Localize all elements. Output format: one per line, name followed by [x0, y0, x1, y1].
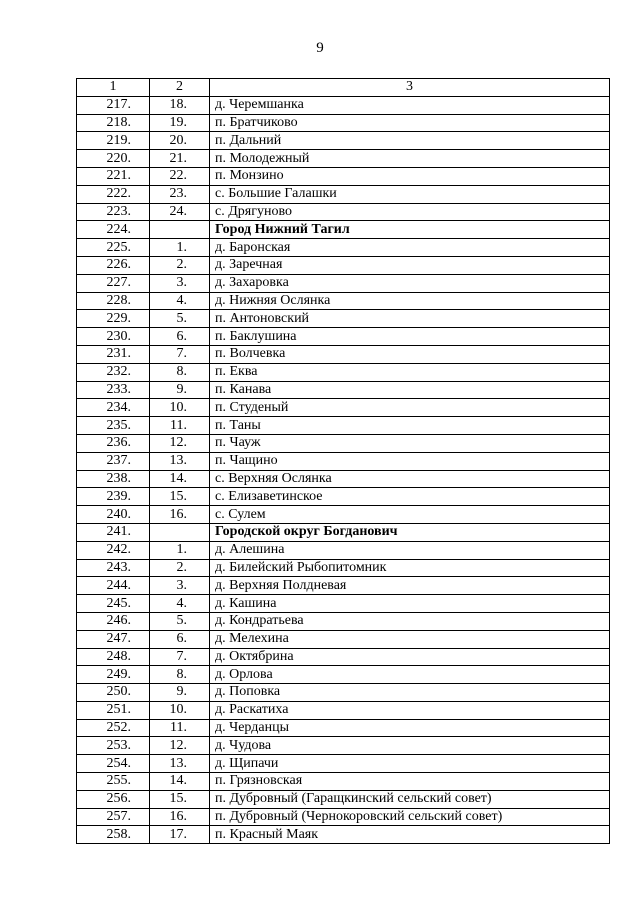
row-number: 249.: [77, 666, 150, 684]
row-number: 230.: [77, 328, 150, 346]
table-row: [77, 630, 610, 648]
row-number: 246.: [77, 612, 150, 630]
table-row: [77, 666, 610, 684]
table-row: [77, 434, 610, 452]
settlement-name: п. Волчевка: [210, 345, 610, 363]
settlement-name: с. Верхняя Ослянка: [210, 470, 610, 488]
row-number: 234.: [77, 399, 150, 417]
row-subnumber: 8.: [150, 363, 210, 381]
table-row: [77, 559, 610, 577]
row-number: 247.: [77, 630, 150, 648]
settlement-name: п. Дубровный (Чернокоровский сельский совет): [210, 808, 610, 826]
table-row: [77, 452, 610, 470]
row-subnumber: 5.: [150, 310, 210, 328]
row-subnumber: 1.: [150, 541, 210, 559]
settlement-name: п. Канава: [210, 381, 610, 399]
row-subnumber: 7.: [150, 648, 210, 666]
settlement-name: с. Большие Галашки: [210, 185, 610, 203]
table-row: [77, 773, 610, 791]
row-number: 218.: [77, 114, 150, 132]
row-number: 258.: [77, 826, 150, 844]
settlement-name: д. Верхняя Полдневая: [210, 577, 610, 595]
table-row: [77, 399, 610, 417]
table-row: [77, 790, 610, 808]
table-row: [77, 488, 610, 506]
row-number: 243.: [77, 559, 150, 577]
table-row: [77, 256, 610, 274]
settlement-name: с. Дрягуново: [210, 203, 610, 221]
table-row: [77, 684, 610, 702]
table-row: [77, 595, 610, 613]
table-row: [77, 132, 610, 150]
settlement-name: п. Таны: [210, 417, 610, 435]
settlement-name: п. Чауж: [210, 434, 610, 452]
header-col-2: 2: [150, 79, 210, 97]
row-subnumber: 13.: [150, 452, 210, 470]
row-subnumber: 9.: [150, 684, 210, 702]
row-subnumber: 8.: [150, 666, 210, 684]
table-row: [77, 737, 610, 755]
table-row: [77, 96, 610, 114]
table-row: [77, 274, 610, 292]
row-number: 240.: [77, 506, 150, 524]
row-number: 233.: [77, 381, 150, 399]
table-row: [77, 363, 610, 381]
settlement-name: д. Баронская: [210, 239, 610, 257]
table-row: [77, 185, 610, 203]
row-subnumber: 5.: [150, 612, 210, 630]
settlement-name: п. Студеный: [210, 399, 610, 417]
settlement-name: с. Сулем: [210, 506, 610, 524]
row-number: 235.: [77, 417, 150, 435]
row-subnumber: 20.: [150, 132, 210, 150]
row-number: 252.: [77, 719, 150, 737]
settlement-name: п. Баклушина: [210, 328, 610, 346]
row-number: 227.: [77, 274, 150, 292]
row-subnumber: 13.: [150, 755, 210, 773]
row-subnumber: 10.: [150, 399, 210, 417]
settlement-name: д. Щипачи: [210, 755, 610, 773]
row-number: 220.: [77, 150, 150, 168]
table-row: [77, 221, 610, 239]
row-subnumber: 4.: [150, 595, 210, 613]
row-number: 237.: [77, 452, 150, 470]
settlement-name: Городской округ Богданович: [210, 523, 610, 541]
table-row: [77, 648, 610, 666]
settlement-name: п. Еква: [210, 363, 610, 381]
settlement-name: д. Октябрина: [210, 648, 610, 666]
settlement-name: п. Молодежный: [210, 150, 610, 168]
header-col-1: 1: [77, 79, 150, 97]
settlement-name: д. Кашина: [210, 595, 610, 613]
table-row: [77, 239, 610, 257]
row-number: 232.: [77, 363, 150, 381]
row-number: 248.: [77, 648, 150, 666]
row-number: 236.: [77, 434, 150, 452]
row-number: 254.: [77, 755, 150, 773]
row-number: 225.: [77, 239, 150, 257]
settlement-name: Город Нижний Тагил: [210, 221, 610, 239]
table-row: [77, 506, 610, 524]
row-number: 222.: [77, 185, 150, 203]
settlement-name: д. Билейский Рыбопитомник: [210, 559, 610, 577]
settlement-name: п. Грязновская: [210, 773, 610, 791]
row-subnumber: 18.: [150, 96, 210, 114]
table-row: [77, 541, 610, 559]
row-number: 245.: [77, 595, 150, 613]
table-row: [77, 577, 610, 595]
table-row: [77, 310, 610, 328]
settlement-name: д. Чудова: [210, 737, 610, 755]
table-row: [77, 417, 610, 435]
row-subnumber: 14.: [150, 470, 210, 488]
row-number: 239.: [77, 488, 150, 506]
row-subnumber: 10.: [150, 701, 210, 719]
settlement-name: д. Мелехина: [210, 630, 610, 648]
row-subnumber: 15.: [150, 488, 210, 506]
row-number: 228.: [77, 292, 150, 310]
row-subnumber: 9.: [150, 381, 210, 399]
row-number: 238.: [77, 470, 150, 488]
row-subnumber: 3.: [150, 577, 210, 595]
row-subnumber: 4.: [150, 292, 210, 310]
settlement-name: п. Дальний: [210, 132, 610, 150]
table-row: [77, 328, 610, 346]
row-subnumber: 12.: [150, 737, 210, 755]
row-number: 251.: [77, 701, 150, 719]
table-body: [77, 79, 610, 844]
table-row: [77, 470, 610, 488]
row-subnumber: 16.: [150, 506, 210, 524]
row-number: 242.: [77, 541, 150, 559]
settlement-name: д. Алешина: [210, 541, 610, 559]
settlement-name: д. Заречная: [210, 256, 610, 274]
row-number: 221.: [77, 167, 150, 185]
row-number: 244.: [77, 577, 150, 595]
settlement-name: п. Чащино: [210, 452, 610, 470]
table-row: [77, 719, 610, 737]
row-number: 224.: [77, 221, 150, 239]
table-row: [77, 345, 610, 363]
settlement-name: д. Орлова: [210, 666, 610, 684]
settlement-name: д. Нижняя Ослянка: [210, 292, 610, 310]
row-subnumber: 19.: [150, 114, 210, 132]
row-subnumber: 24.: [150, 203, 210, 221]
row-number: 255.: [77, 773, 150, 791]
table-row: [77, 150, 610, 168]
table-row: [77, 701, 610, 719]
row-number: 250.: [77, 684, 150, 702]
row-subnumber: 17.: [150, 826, 210, 844]
row-subnumber: 14.: [150, 773, 210, 791]
row-number: 226.: [77, 256, 150, 274]
row-subnumber: 2.: [150, 559, 210, 577]
row-number: 257.: [77, 808, 150, 826]
settlement-name: д. Поповка: [210, 684, 610, 702]
row-subnumber: [150, 221, 210, 239]
table-row: [77, 203, 610, 221]
row-subnumber: 6.: [150, 630, 210, 648]
settlement-name: п. Монзино: [210, 167, 610, 185]
row-subnumber: [150, 523, 210, 541]
row-subnumber: 3.: [150, 274, 210, 292]
settlement-name: с. Елизаветинское: [210, 488, 610, 506]
header-col-3: 3: [210, 79, 610, 97]
row-number: 223.: [77, 203, 150, 221]
table-row: [77, 292, 610, 310]
table-header-row: [77, 79, 610, 97]
settlement-name: п. Братчиково: [210, 114, 610, 132]
settlement-name: д. Черданцы: [210, 719, 610, 737]
table-row: [77, 612, 610, 630]
row-subnumber: 11.: [150, 719, 210, 737]
settlement-name: д. Черемшанка: [210, 96, 610, 114]
row-subnumber: 11.: [150, 417, 210, 435]
row-subnumber: 6.: [150, 328, 210, 346]
table-row: [77, 826, 610, 844]
row-number: 253.: [77, 737, 150, 755]
row-number: 241.: [77, 523, 150, 541]
table-row: [77, 523, 610, 541]
row-subnumber: 22.: [150, 167, 210, 185]
page-number: 9: [316, 40, 324, 56]
settlement-name: д. Захаровка: [210, 274, 610, 292]
row-number: 231.: [77, 345, 150, 363]
row-subnumber: 16.: [150, 808, 210, 826]
table-row: [77, 381, 610, 399]
settlements-table: [76, 78, 610, 844]
settlement-name: п. Красный Маяк: [210, 826, 610, 844]
row-number: 217.: [77, 96, 150, 114]
row-subnumber: 7.: [150, 345, 210, 363]
row-subnumber: 12.: [150, 434, 210, 452]
row-subnumber: 21.: [150, 150, 210, 168]
table-row: [77, 755, 610, 773]
row-number: 256.: [77, 790, 150, 808]
row-subnumber: 1.: [150, 239, 210, 257]
settlement-name: п. Антоновский: [210, 310, 610, 328]
settlement-name: д. Кондратьева: [210, 612, 610, 630]
table-row: [77, 114, 610, 132]
row-number: 219.: [77, 132, 150, 150]
table-row: [77, 167, 610, 185]
row-subnumber: 15.: [150, 790, 210, 808]
settlement-name: п. Дубровный (Гаращкинский сельский совет): [210, 790, 610, 808]
settlement-name: д. Раскатиха: [210, 701, 610, 719]
table-row: [77, 808, 610, 826]
row-subnumber: 2.: [150, 256, 210, 274]
row-number: 229.: [77, 310, 150, 328]
row-subnumber: 23.: [150, 185, 210, 203]
